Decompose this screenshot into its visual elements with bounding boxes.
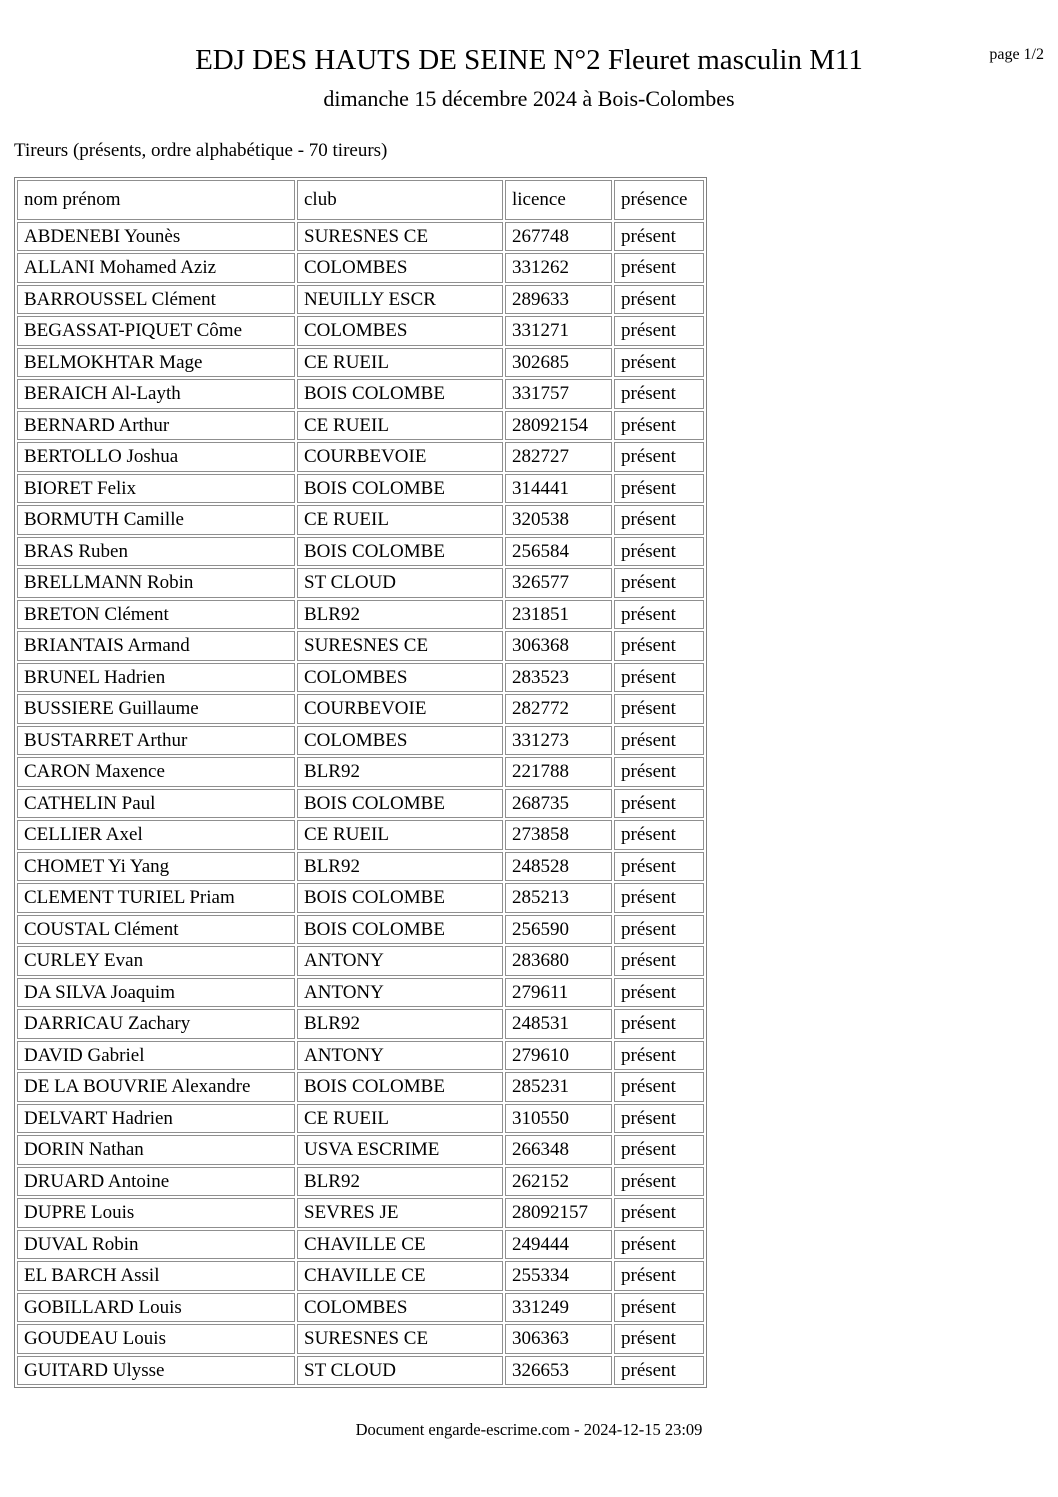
table-row xyxy=(17,222,704,252)
cell-name: BARROUSSEL Clément xyxy=(17,285,295,315)
cell-licence: 306363 xyxy=(505,1324,612,1354)
table-row xyxy=(17,663,704,693)
page-subtitle: dimanche 15 décembre 2024 à Bois-Colombes xyxy=(323,86,735,112)
cell-presence: présent xyxy=(614,883,704,913)
cell-presence: présent xyxy=(614,568,704,598)
cell-name: DRUARD Antoine xyxy=(17,1167,295,1197)
cell-licence: 310550 xyxy=(505,1104,612,1134)
table-row xyxy=(17,820,704,850)
cell-club: COLOMBES xyxy=(297,316,503,346)
cell-club: BLR92 xyxy=(297,600,503,630)
cell-name: BERAICH Al-Layth xyxy=(17,379,295,409)
cell-name: ABDENEBI Younès xyxy=(17,222,295,252)
cell-name: GUITARD Ulysse xyxy=(17,1356,295,1386)
cell-licence: 262152 xyxy=(505,1167,612,1197)
cell-club: SEVRES JE xyxy=(297,1198,503,1228)
table-row xyxy=(17,1072,704,1102)
table-row xyxy=(17,600,704,630)
cell-presence: présent xyxy=(614,726,704,756)
cell-name: BERTOLLO Joshua xyxy=(17,442,295,472)
column-header-club: club xyxy=(297,180,503,220)
cell-name: BRIANTAIS Armand xyxy=(17,631,295,661)
cell-licence: 331273 xyxy=(505,726,612,756)
cell-licence: 273858 xyxy=(505,820,612,850)
table-row xyxy=(17,537,704,567)
cell-club: ANTONY xyxy=(297,978,503,1008)
cell-licence: 283680 xyxy=(505,946,612,976)
cell-name: CLEMENT TURIEL Priam xyxy=(17,883,295,913)
cell-presence: présent xyxy=(614,757,704,787)
cell-name: CARON Maxence xyxy=(17,757,295,787)
column-header-licence: licence xyxy=(505,180,612,220)
table-row xyxy=(17,568,704,598)
cell-presence: présent xyxy=(614,253,704,283)
cell-name: DELVART Hadrien xyxy=(17,1104,295,1134)
cell-presence: présent xyxy=(614,1198,704,1228)
cell-club: ST CLOUD xyxy=(297,1356,503,1386)
cell-club: COLOMBES xyxy=(297,1293,503,1323)
cell-name: BUSTARRET Arthur xyxy=(17,726,295,756)
cell-licence: 255334 xyxy=(505,1261,612,1291)
cell-name: ALLANI Mohamed Aziz xyxy=(17,253,295,283)
cell-presence: présent xyxy=(614,285,704,315)
cell-club: USVA ESCRIME xyxy=(297,1135,503,1165)
cell-licence: 266348 xyxy=(505,1135,612,1165)
cell-name: CHOMET Yi Yang xyxy=(17,852,295,882)
fencers-table xyxy=(14,177,707,1388)
cell-presence: présent xyxy=(614,505,704,535)
cell-presence: présent xyxy=(614,222,704,252)
table-row xyxy=(17,411,704,441)
column-header-name: nom prénom xyxy=(17,180,295,220)
column-header-presence: présence xyxy=(614,180,704,220)
table-row xyxy=(17,1167,704,1197)
table-row xyxy=(17,1261,704,1291)
document-footer: Document engarde-escrime.com - 2024-12-15 23:09 xyxy=(355,1420,703,1439)
cell-name: CELLIER Axel xyxy=(17,820,295,850)
cell-presence: présent xyxy=(614,820,704,850)
cell-licence: 306368 xyxy=(505,631,612,661)
table-row xyxy=(17,1135,704,1165)
cell-name: CURLEY Evan xyxy=(17,946,295,976)
cell-name: GOBILLARD Louis xyxy=(17,1293,295,1323)
cell-presence: présent xyxy=(614,411,704,441)
cell-licence: 289633 xyxy=(505,285,612,315)
table-row xyxy=(17,348,704,378)
cell-club: BOIS COLOMBE xyxy=(297,1072,503,1102)
cell-club: ST CLOUD xyxy=(297,568,503,598)
cell-club: COLOMBES xyxy=(297,726,503,756)
cell-licence: 28092157 xyxy=(505,1198,612,1228)
table-row xyxy=(17,789,704,819)
cell-presence: présent xyxy=(614,1356,704,1386)
table-row xyxy=(17,757,704,787)
cell-licence: 28092154 xyxy=(505,411,612,441)
cell-licence: 268735 xyxy=(505,789,612,819)
cell-licence: 248531 xyxy=(505,1009,612,1039)
cell-club: BOIS COLOMBE xyxy=(297,883,503,913)
table-row xyxy=(17,505,704,535)
cell-club: SURESNES CE xyxy=(297,631,503,661)
table-row xyxy=(17,442,704,472)
cell-club: COURBEVOIE xyxy=(297,442,503,472)
header-row xyxy=(17,180,704,220)
cell-licence: 267748 xyxy=(505,222,612,252)
cell-licence: 331262 xyxy=(505,253,612,283)
cell-name: COUSTAL Clément xyxy=(17,915,295,945)
table-row xyxy=(17,1324,704,1354)
cell-club: CE RUEIL xyxy=(297,348,503,378)
cell-presence: présent xyxy=(614,915,704,945)
cell-licence: 283523 xyxy=(505,663,612,693)
cell-presence: présent xyxy=(614,1167,704,1197)
cell-licence: 231851 xyxy=(505,600,612,630)
cell-presence: présent xyxy=(614,1230,704,1260)
cell-presence: présent xyxy=(614,348,704,378)
table-row xyxy=(17,253,704,283)
cell-licence: 314441 xyxy=(505,474,612,504)
page-indicator: page 1/2 xyxy=(989,46,1044,63)
cell-name: DAVID Gabriel xyxy=(17,1041,295,1071)
cell-name: DORIN Nathan xyxy=(17,1135,295,1165)
cell-club: COLOMBES xyxy=(297,663,503,693)
table-row xyxy=(17,1230,704,1260)
cell-licence: 331271 xyxy=(505,316,612,346)
cell-licence: 285213 xyxy=(505,883,612,913)
cell-presence: présent xyxy=(614,537,704,567)
table-row xyxy=(17,379,704,409)
cell-club: ANTONY xyxy=(297,1041,503,1071)
cell-name: EL BARCH Assil xyxy=(17,1261,295,1291)
cell-presence: présent xyxy=(614,1261,704,1291)
cell-club: COURBEVOIE xyxy=(297,694,503,724)
cell-licence: 279610 xyxy=(505,1041,612,1071)
cell-presence: présent xyxy=(614,316,704,346)
cell-club: CE RUEIL xyxy=(297,1104,503,1134)
cell-licence: 331757 xyxy=(505,379,612,409)
table-row xyxy=(17,1104,704,1134)
cell-licence: 249444 xyxy=(505,1230,612,1260)
cell-licence: 248528 xyxy=(505,852,612,882)
cell-club: CHAVILLE CE xyxy=(297,1261,503,1291)
cell-name: BRUNEL Hadrien xyxy=(17,663,295,693)
cell-presence: présent xyxy=(614,978,704,1008)
table-row xyxy=(17,1198,704,1228)
cell-presence: présent xyxy=(614,631,704,661)
table-row xyxy=(17,946,704,976)
cell-club: BOIS COLOMBE xyxy=(297,537,503,567)
cell-presence: présent xyxy=(614,1041,704,1071)
table-row xyxy=(17,883,704,913)
cell-presence: présent xyxy=(614,852,704,882)
cell-name: BIORET Felix xyxy=(17,474,295,504)
cell-club: BOIS COLOMBE xyxy=(297,379,503,409)
cell-name: BEGASSAT-PIQUET Côme xyxy=(17,316,295,346)
cell-club: CE RUEIL xyxy=(297,411,503,441)
cell-name: BRETON Clément xyxy=(17,600,295,630)
table-row xyxy=(17,474,704,504)
table-row xyxy=(17,694,704,724)
table-row xyxy=(17,1356,704,1386)
cell-licence: 282727 xyxy=(505,442,612,472)
cell-club: CE RUEIL xyxy=(297,505,503,535)
fencers-table-header xyxy=(17,180,704,220)
cell-name: BUSSIERE Guillaume xyxy=(17,694,295,724)
cell-licence: 326653 xyxy=(505,1356,612,1386)
cell-name: BORMUTH Camille xyxy=(17,505,295,535)
table-row xyxy=(17,978,704,1008)
table-row xyxy=(17,316,704,346)
cell-presence: présent xyxy=(614,1104,704,1134)
page-title: EDJ DES HAUTS DE SEINE N°2 Fleuret masculin M11 xyxy=(195,44,863,76)
cell-club: CHAVILLE CE xyxy=(297,1230,503,1260)
table-row xyxy=(17,1009,704,1039)
cell-presence: présent xyxy=(614,1324,704,1354)
table-row xyxy=(17,915,704,945)
cell-presence: présent xyxy=(614,1072,704,1102)
cell-name: DE LA BOUVRIE Alexandre xyxy=(17,1072,295,1102)
cell-presence: présent xyxy=(614,1009,704,1039)
table-row xyxy=(17,1293,704,1323)
cell-name: DARRICAU Zachary xyxy=(17,1009,295,1039)
section-heading: Tireurs (présents, ordre alphabétique - 70 tireurs) xyxy=(14,139,388,161)
cell-licence: 302685 xyxy=(505,348,612,378)
cell-name: DA SILVA Joaquim xyxy=(17,978,295,1008)
cell-club: BLR92 xyxy=(297,1009,503,1039)
cell-presence: présent xyxy=(614,694,704,724)
cell-licence: 285231 xyxy=(505,1072,612,1102)
table-row xyxy=(17,285,704,315)
table-row xyxy=(17,631,704,661)
cell-licence: 320538 xyxy=(505,505,612,535)
cell-presence: présent xyxy=(614,663,704,693)
cell-club: BLR92 xyxy=(297,852,503,882)
cell-presence: présent xyxy=(614,946,704,976)
cell-name: CATHELIN Paul xyxy=(17,789,295,819)
cell-presence: présent xyxy=(614,379,704,409)
cell-name: GOUDEAU Louis xyxy=(17,1324,295,1354)
cell-presence: présent xyxy=(614,474,704,504)
table-row xyxy=(17,726,704,756)
cell-club: BOIS COLOMBE xyxy=(297,789,503,819)
cell-licence: 256590 xyxy=(505,915,612,945)
cell-licence: 256584 xyxy=(505,537,612,567)
cell-name: BELMOKHTAR Mage xyxy=(17,348,295,378)
fencers-table-body xyxy=(17,222,704,1386)
cell-name: DUVAL Robin xyxy=(17,1230,295,1260)
cell-club: SURESNES CE xyxy=(297,222,503,252)
table-row xyxy=(17,1041,704,1071)
cell-club: BOIS COLOMBE xyxy=(297,915,503,945)
table-row xyxy=(17,852,704,882)
cell-club: BLR92 xyxy=(297,1167,503,1197)
cell-name: BRAS Ruben xyxy=(17,537,295,567)
cell-presence: présent xyxy=(614,1293,704,1323)
cell-licence: 282772 xyxy=(505,694,612,724)
cell-club: ANTONY xyxy=(297,946,503,976)
cell-licence: 221788 xyxy=(505,757,612,787)
cell-club: BLR92 xyxy=(297,757,503,787)
cell-licence: 279611 xyxy=(505,978,612,1008)
cell-club: NEUILLY ESCR xyxy=(297,285,503,315)
cell-presence: présent xyxy=(614,442,704,472)
cell-club: CE RUEIL xyxy=(297,820,503,850)
cell-club: COLOMBES xyxy=(297,253,503,283)
cell-club: SURESNES CE xyxy=(297,1324,503,1354)
cell-club: BOIS COLOMBE xyxy=(297,474,503,504)
cell-name: BERNARD Arthur xyxy=(17,411,295,441)
cell-presence: présent xyxy=(614,600,704,630)
cell-presence: présent xyxy=(614,1135,704,1165)
cell-licence: 331249 xyxy=(505,1293,612,1323)
cell-name: DUPRE Louis xyxy=(17,1198,295,1228)
cell-name: BRELLMANN Robin xyxy=(17,568,295,598)
cell-licence: 326577 xyxy=(505,568,612,598)
cell-presence: présent xyxy=(614,789,704,819)
